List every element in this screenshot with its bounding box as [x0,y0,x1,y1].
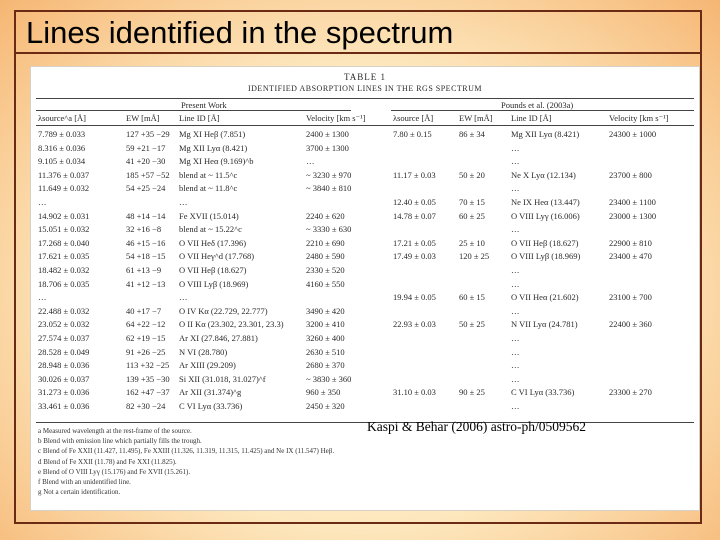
table-cell: … [511,333,520,343]
table-cell: 22400 ± 360 [609,319,652,330]
table-cell: … [179,197,188,207]
table-cell: 2450 ± 320 [306,401,345,411]
table-cell: 8.316 ± 0.036 [38,142,86,153]
group-rule-right [391,110,694,111]
table-cell: 91 +26 −25 [126,346,166,357]
table-caption-title: IDENTIFIED ABSORPTION LINES IN THE RGS SPECTRUM [247,84,483,93]
table-cell: 14.78 ± 0.07 [393,210,436,221]
table-cell: Ne X Lyα (12.134) [511,169,576,180]
table-cell: 22900 ± 810 [609,237,652,248]
table-cell: 12.40 ± 0.05 [393,197,436,207]
table-cell: O VII Heβ (18.627) [511,237,579,248]
table-cell: … [511,183,520,194]
table-cell: 162 +47 −37 [126,387,170,398]
table-cell: 18.482 ± 0.032 [38,265,90,275]
table-cell: 23000 ± 1300 [609,210,657,221]
table-cell: 90 ± 25 [459,387,485,398]
table-cell: O VII Heδ (17.396) [179,237,247,248]
column-header: λsource [Å] [393,113,434,123]
table-cell: 17.49 ± 0.03 [393,251,436,262]
table-cell: … [511,346,520,357]
table-cell: blend at ~ 11.8^c [179,183,238,194]
table-cell: 27.574 ± 0.037 [38,333,90,343]
table-cell: 3490 ± 420 [306,305,345,316]
table-cell: 2680 ± 370 [306,360,345,371]
header-bottom-rule [36,125,694,126]
table-cell: … [511,305,520,316]
table-cell: ~ 3230 ± 970 [306,169,352,180]
table-cell: 2210 ± 690 [306,237,345,248]
column-header: Line ID [Å] [511,113,552,123]
table-cell: 9.105 ± 0.034 [38,156,86,167]
slide-title: Lines identified in the spectrum [26,15,454,50]
table-note: c Blend of Fe XXII (11.427, 11.495), Fe XXIII (11.326, 11.319, 11.315, 11.425) and Ne IX (11.547) Heβ. [38,447,335,456]
table-cell: Mg XI Heα (9.169)^b [179,156,254,167]
table-cell: 3200 ± 410 [306,319,345,330]
table-cell: blend at ~ 11.5^c [179,169,238,180]
table-cell: 2330 ± 520 [306,265,345,275]
table-cell: 59 +21 −17 [126,142,166,153]
table-cell: 18.706 ± 0.035 [38,278,90,289]
table-cell: ~ 3830 ± 360 [306,373,352,384]
table-cell: 41 +20 −30 [126,156,166,167]
table-cell: … [511,142,520,153]
table-cell: 3260 ± 400 [306,333,345,343]
column-header: EW [mÅ] [126,113,160,123]
table-cell: … [511,265,520,275]
table-cell: 54 +25 −24 [126,183,166,194]
table-cell: 22.93 ± 0.03 [393,319,436,330]
table-cell: Mg XI Heβ (7.851) [179,129,246,139]
table-cell: O VIII Lyβ (18.969) [179,278,249,289]
table-cell: 33.461 ± 0.036 [38,401,90,411]
table-cell: 86 ± 34 [459,129,485,139]
table-cell: … [306,156,315,167]
table-note: g Not a certain identification. [38,488,121,497]
table-cell: N VI (28.780) [179,346,228,357]
table-cell: … [511,278,520,289]
table-cell: Ne IX Heα (13.447) [511,197,580,207]
column-header: λsource^a [Å] [38,113,86,123]
table-note: d Blend of Fe XXII (11.78) and Fe XXI (11.825). [38,457,177,466]
table-cell: 2480 ± 590 [306,251,345,262]
table-cell: … [179,292,188,303]
table-cell: 50 ± 25 [459,319,485,330]
table-cell: 4160 ± 550 [306,278,345,289]
table-cell: O VII Heβ (18.627) [179,265,247,275]
table-cell: ~ 3840 ± 810 [306,183,352,194]
table-cell: 14.902 ± 0.031 [38,210,90,221]
table-cell: 7.789 ± 0.033 [38,129,86,139]
table-cell: 11.17 ± 0.03 [393,169,436,180]
table-cell: 19.94 ± 0.05 [393,292,436,303]
table-cell: … [38,292,47,303]
table-figure [30,66,700,511]
table-cell: Fe XVII (15.014) [179,210,239,221]
table-cell: … [511,224,520,235]
column-header: Line ID [Å] [179,113,220,123]
table-cell: O VIII Lyγ (16.006) [511,210,580,221]
table-cell: 31.273 ± 0.036 [38,387,90,398]
table-cell: 113 +32 −25 [126,360,170,371]
table-cell: 41 +12 −13 [126,278,166,289]
table-cell: 31.10 ± 0.03 [393,387,436,398]
table-cell: 11.376 ± 0.037 [38,169,90,180]
table-cell: 17.268 ± 0.040 [38,237,90,248]
table-caption-number: TABLE 1 [343,72,387,82]
table-cell: 40 +17 −7 [126,305,162,316]
table-cell: 64 +22 −12 [126,319,166,330]
table-note: e Blend of O VIII Lyγ (15.176) and Fe XVII (15.261). [38,467,191,476]
table-cell: Ar XII (31.374)^g [179,387,242,398]
table-cell: 50 ± 20 [459,169,485,180]
table-cell: 25 ± 10 [459,237,485,248]
table-cell: 23400 ± 470 [609,251,652,262]
table-cell: 28.948 ± 0.036 [38,360,90,371]
table-cell: O VII Heα (21.602) [511,292,579,303]
table-cell: 120 ± 25 [459,251,490,262]
table-cell: … [511,373,520,384]
group-header-present-work: Present Work [181,100,227,110]
table-cell: 30.026 ± 0.037 [38,373,90,384]
table-cell: Mg XII Lyα (8.421) [179,142,248,153]
table-cell: 46 +15 −16 [126,237,166,248]
table-cell: … [511,156,520,167]
table-cell: O VII Heγ^d (17.768) [179,251,255,262]
table-cell: O II Kα (23.302, 23.301, 23.3) [179,319,284,330]
table-cell: 17.621 ± 0.035 [38,251,90,262]
table-cell: 23.052 ± 0.032 [38,319,90,330]
table-cell: 139 +35 −30 [126,373,170,384]
table-cell: … [511,401,520,411]
table-cell: Ar XI (27.846, 27.881) [179,333,258,343]
title-divider [16,52,700,54]
table-cell: Ar XIII (29.209) [179,360,236,371]
table-cell: Si XII (31.018, 31.027)^f [179,373,266,384]
table-cell: … [511,360,520,371]
column-header: EW [mÅ] [459,113,493,123]
table-cell: 70 ± 15 [459,197,485,207]
table-cell: O VIII Lyβ (18.969) [511,251,581,262]
table-cell: Mg XII Lyα (8.421) [511,129,580,139]
table-cell: O IV Kα (22.729, 22.777) [179,305,268,316]
table-cell: 48 +14 −14 [126,210,166,221]
citation: Kaspi & Behar (2006) astro-ph/0509562 [367,419,586,434]
table-cell: 185 +57 −52 [126,169,170,180]
table-cell: 24300 ± 1000 [609,129,657,139]
table-cell: 61 +13 −9 [126,265,162,275]
table-cell: 23700 ± 800 [609,169,652,180]
table-note: b Blend with emission line which partially fills the trough. [38,437,202,446]
table-top-rule [36,98,694,99]
table-cell: 23400 ± 1100 [609,197,656,207]
table-cell: 127 +35 −29 [126,129,170,139]
table-cell: 32 +16 −8 [126,224,162,235]
group-rule-left [36,110,351,111]
table-cell: 22.488 ± 0.032 [38,305,90,316]
column-header: Velocity [km s⁻¹] [306,113,366,123]
table-note: a Measured wavelength at the rest-frame of the source. [38,427,192,435]
table-cell: … [38,197,47,207]
table-cell: 15.051 ± 0.032 [38,224,90,235]
table-cell: 960 ± 350 [306,387,341,398]
column-header: Velocity [km s⁻¹] [609,113,669,123]
table-cell: 28.528 ± 0.049 [38,346,90,357]
table-cell: 23300 ± 270 [609,387,652,398]
table-cell: 54 +18 −15 [126,251,166,262]
table-cell: 7.80 ± 0.15 [393,129,432,139]
table-cell: 60 ± 25 [459,210,485,221]
table-cell: 17.21 ± 0.05 [393,237,436,248]
table-cell: C VI Lyα (33.736) [511,387,575,398]
table-cell: 82 +30 −24 [126,401,166,411]
table-cell: 23100 ± 700 [609,292,652,303]
table-cell: 3700 ± 1300 [306,142,349,153]
table-cell: blend at ~ 15.22^c [179,224,242,235]
table-cell: 11.649 ± 0.032 [38,183,90,194]
table-cell: 62 +19 −15 [126,333,166,343]
table-cell: 60 ± 15 [459,292,485,303]
table-bottom-rule [36,422,694,423]
table-cell: C VI Lyα (33.736) [179,401,243,411]
table-note: f Blend with an unidentified line. [38,478,131,486]
table-cell: ~ 3330 ± 630 [306,224,352,235]
group-header-pounds: Pounds et al. (2003a) [501,100,574,110]
table-cell: 2240 ± 620 [306,210,345,221]
table-cell: N VII Lyα (24.781) [511,319,578,330]
table-cell: 2400 ± 1300 [306,129,349,139]
table-cell: 2630 ± 510 [306,346,345,357]
